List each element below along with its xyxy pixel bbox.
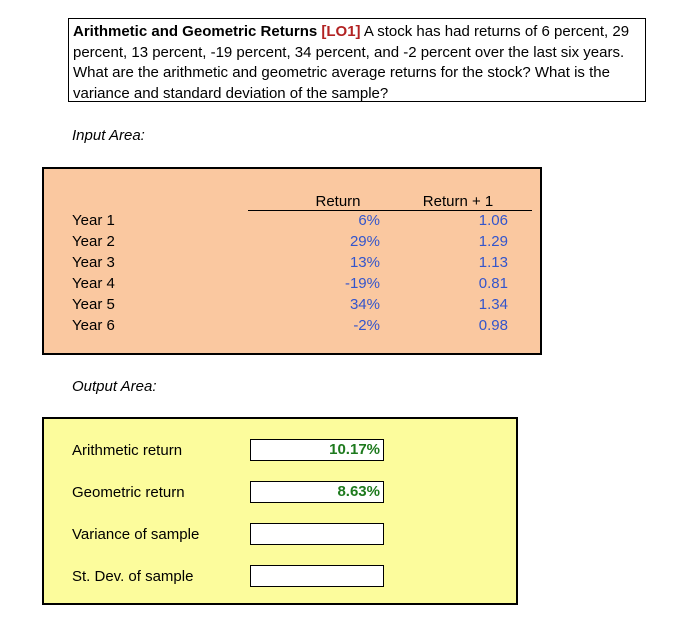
- input-row[interactable]: [44, 254, 540, 275]
- problem-text-line-3: What are the arithmetic and geometric average returns for the stock? What is the: [73, 64, 610, 81]
- problem-text-line-1: A stock has had returns of 6 percent, 29: [360, 23, 630, 40]
- problem-title: Arithmetic and Geometric Returns: [73, 23, 318, 40]
- year-label: Year 2: [72, 233, 115, 250]
- input-row[interactable]: [44, 212, 540, 233]
- problem-text-line-4: variance and standard deviation of the sample?: [73, 84, 389, 102]
- output-area: [42, 417, 518, 605]
- output-row-stdev: [44, 565, 516, 589]
- year-label: Year 4: [72, 275, 115, 292]
- return-plus-one-cell[interactable]: 1.29: [478, 233, 508, 250]
- output-area-label: Output Area:: [72, 378, 157, 395]
- output-row-geometric: [44, 481, 516, 505]
- return-cell[interactable]: -19%: [344, 275, 380, 292]
- year-label: Year 3: [72, 254, 115, 271]
- year-label: Year 1: [72, 212, 115, 229]
- return-cell[interactable]: 34%: [349, 296, 380, 313]
- return-cell[interactable]: -2%: [353, 317, 380, 334]
- input-area: [42, 167, 542, 355]
- problem-text-line-2: percent, 13 percent, -19 percent, 34 percent, and -2 percent over the last six years.: [73, 43, 625, 61]
- return-cell[interactable]: 29%: [349, 233, 380, 250]
- return-plus-one-column-header: Return + 1: [422, 193, 494, 210]
- output-row-arithmetic: [44, 439, 516, 463]
- output-row-variance: [44, 523, 516, 547]
- geometric-return-label: Geometric return: [72, 484, 185, 501]
- header-underline: [248, 210, 532, 211]
- arithmetic-return-cell[interactable]: 10.17%: [250, 439, 384, 461]
- arithmetic-return-label: Arithmetic return: [72, 442, 183, 459]
- return-plus-one-cell[interactable]: 0.81: [478, 275, 508, 292]
- input-area-label: Input Area:: [72, 127, 145, 144]
- stdev-cell[interactable]: [250, 565, 384, 587]
- return-column-header: Return: [315, 193, 361, 210]
- stdev-label: St. Dev. of sample: [72, 568, 194, 585]
- learning-objective-tag: [LO1]: [321, 23, 361, 40]
- return-plus-one-cell[interactable]: 1.34: [478, 296, 508, 313]
- return-plus-one-cell[interactable]: 1.06: [478, 212, 508, 229]
- return-plus-one-cell[interactable]: 0.98: [478, 317, 508, 334]
- year-label: Year 6: [72, 317, 115, 334]
- input-row[interactable]: [44, 296, 540, 317]
- input-row[interactable]: [44, 317, 540, 338]
- input-row[interactable]: [44, 275, 540, 296]
- return-cell[interactable]: 13%: [349, 254, 380, 271]
- return-plus-one-cell[interactable]: 1.13: [478, 254, 508, 271]
- return-cell[interactable]: 6%: [358, 212, 380, 229]
- input-row[interactable]: [44, 233, 540, 254]
- geometric-return-cell[interactable]: 8.63%: [250, 481, 384, 503]
- problem-statement: [68, 18, 646, 102]
- variance-cell[interactable]: [250, 523, 384, 545]
- year-label: Year 5: [72, 296, 115, 313]
- variance-label: Variance of sample: [72, 526, 200, 543]
